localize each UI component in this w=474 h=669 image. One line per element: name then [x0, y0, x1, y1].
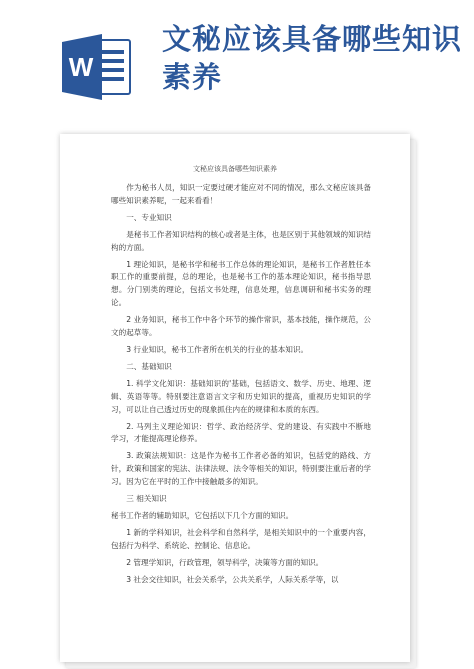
paragraph: 2 业务知识，秘书工作中各个环节的操作常识，基本技能，操作规范，公文的起草等。 [111, 315, 371, 338]
paragraph: 秘书工作者的辅助知识，它包括以下几个方面的知识。 [111, 510, 294, 520]
paragraph: 3 行业知识，秘书工作者所在机关的行业的基本知识。 [126, 344, 309, 354]
paragraph: 是秘书工作者知识结构的核心或者是主体，也是区别于其他领域的知识结构的方面。 [111, 229, 371, 252]
document-preview [60, 134, 418, 664]
section-heading: 三 相关知识 [126, 494, 167, 504]
paragraph: 1. 科学文化知识：基础知识的'基础，包括语文、数学、历史、地理、逻辑、英语等等。特别要注意语言文字和历史知识的提高，重视历史知识的学习，可以让自己透过历史的现象抓住内在的规律和本质的东西。 [111, 378, 371, 414]
paragraph: 3 社会交往知识，社会关系学，公共关系学，人际关系学等，以 [126, 574, 339, 584]
section-heading: 二、基础知识 [126, 361, 172, 371]
document-page [60, 134, 410, 662]
banner [0, 0, 474, 130]
paragraph: 1 理论知识，是秘书学和秘书工作总体的理论知识，是秘书工作者胜任本职工作的重要前提，总的理论，也是秘书工作的基本理论知识，秘书指导思想。分门别类的理论，包括文书处理，信息处理，信息调研和秘书实务的理论。 [111, 259, 371, 308]
paragraph: 2 管理学知识，行政管理，领导科学，决策等方面的知识。 [126, 557, 324, 567]
paragraph: 2. 马列主义理论知识：哲学、政治经济学、党的建设、有实践中不断地学习，才能提高理论修养。 [111, 421, 371, 444]
paragraph: 作为秘书人员，知识一定要过硬才能应对不同的情况，那么文秘应该具备哪些知识素养呢，一起来看看！ [111, 183, 371, 205]
section-heading: 一、专业知识 [126, 212, 172, 222]
paragraph: 1 新的学科知识，社会科学和自然科学，是相关知识中的一个重要内容，包括行为科学、系统论、控制论、信息论。 [111, 527, 371, 550]
paragraph: 3. 政策法规知识：这是作为秘书工作者必备的知识，包括党的路线、方针，政策和国家的宪法、法律法规、法令等相关的知识，特别要注重后者的学习。因为它在平时的工作中接触最多的知识。 [111, 451, 371, 487]
word-document-icon [62, 34, 132, 100]
svg-text:W: W [68, 52, 94, 82]
document-heading: 文秘应该具备哪些知识素养 [193, 165, 277, 173]
page-title: 文秘应该具备哪些知识素养 [162, 22, 463, 94]
document-body [111, 182, 371, 590]
